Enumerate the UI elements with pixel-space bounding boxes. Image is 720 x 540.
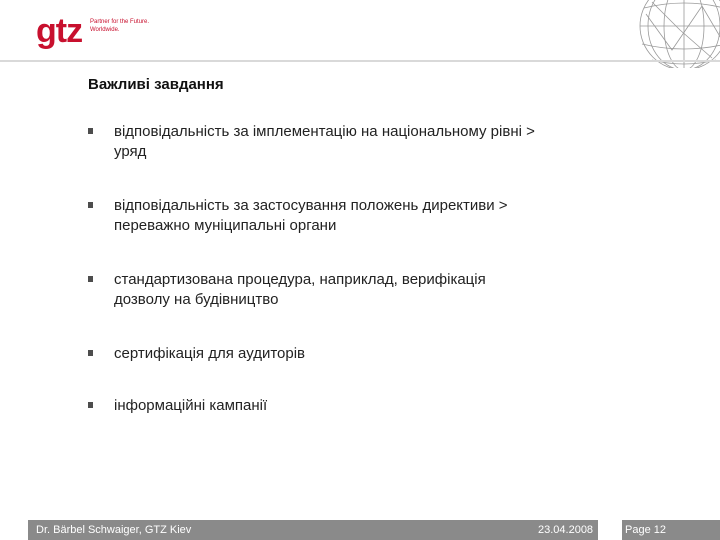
tagline-line-2: Worldwide.	[90, 27, 120, 33]
bullet-text-line-2: уряд	[114, 143, 147, 160]
bullet-square-icon	[88, 350, 93, 356]
list-item	[88, 344, 668, 364]
gtz-logo: gtz	[36, 12, 83, 50]
header-divider	[0, 60, 720, 62]
bullet-square-icon	[88, 402, 93, 408]
footer-date: 23.04.2008	[538, 524, 594, 536]
list-item	[88, 196, 668, 236]
bullet-text-line-1: сертифікація для аудиторів	[114, 345, 306, 362]
footer-page-number: Page 12	[625, 524, 666, 536]
list-item	[88, 396, 668, 416]
tagline-line-1: Partner for the Future.	[90, 19, 150, 25]
list-item	[88, 122, 668, 162]
footer-author: Dr. Bärbel Schwaiger, GTZ Kiev	[36, 524, 192, 536]
bullet-text-line-1: стандартизована процедура, наприклад, верифікація	[114, 271, 486, 288]
list-item	[88, 270, 668, 310]
bullet-text-line-1: інформаційні кампанії	[114, 397, 268, 414]
bullet-square-icon	[88, 128, 93, 134]
slide-title: Важливі завдання	[88, 76, 224, 93]
logo-tagline	[90, 18, 149, 34]
bullet-text-line-2: переважно муніципальні органи	[114, 217, 337, 234]
bullet-square-icon	[88, 276, 93, 282]
slide-header	[0, 0, 720, 62]
globe-icon	[622, 0, 720, 68]
slide-footer	[28, 520, 720, 540]
bullet-list	[88, 122, 668, 416]
bullet-text-line-2: дозволу на будівництво	[114, 291, 279, 308]
footer-separator	[598, 520, 622, 540]
bullet-square-icon	[88, 202, 93, 208]
bullet-text-line-1: відповідальність за імплементацію на національному рівні >	[114, 123, 535, 140]
bullet-text-line-1: відповідальність за застосування положень директиви >	[114, 197, 508, 214]
